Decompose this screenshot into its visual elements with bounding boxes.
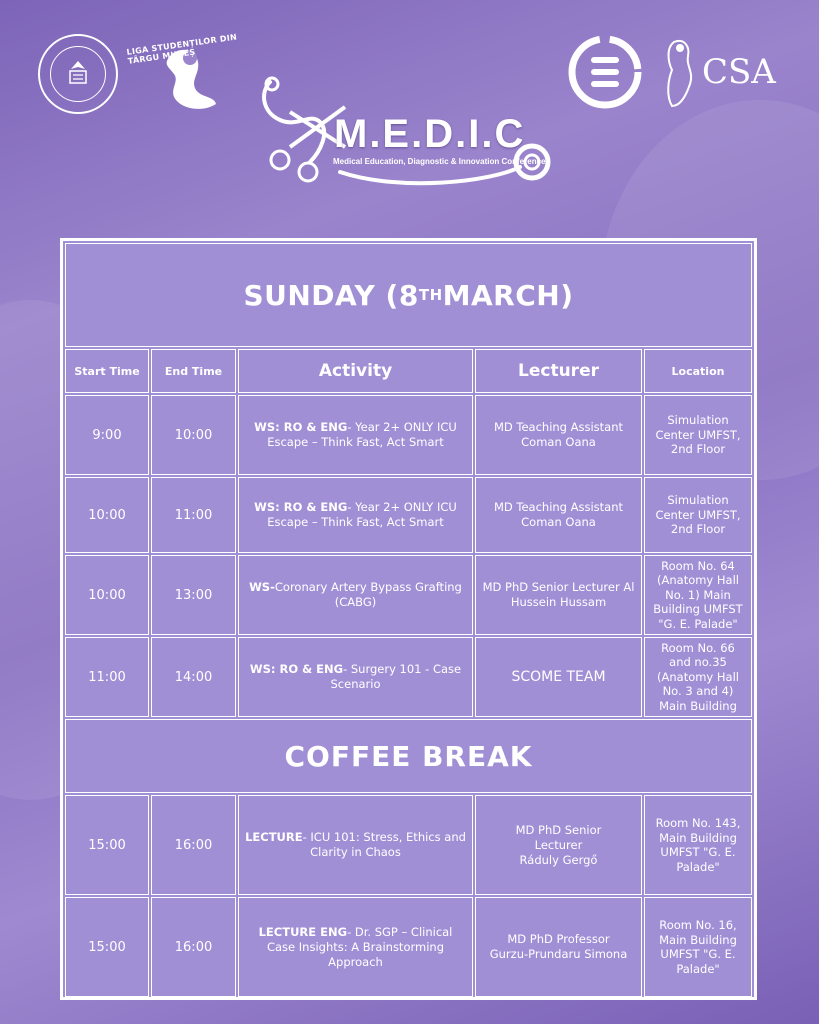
csa-text: CSA: [702, 52, 776, 92]
row-start-time: 9:00: [65, 395, 149, 475]
row-end-time: 11:00: [151, 477, 236, 553]
day-title-suffix: MARCH): [442, 278, 574, 312]
column-header-location: Location: [644, 349, 752, 393]
row-lecturer: MD Teaching Assistant Coman Oana: [475, 477, 642, 553]
column-header-end: End Time: [151, 349, 236, 393]
row-end-time: 16:00: [151, 795, 236, 895]
medic-subtitle: Medical Education, Diagnostic & Innovation Conference: [333, 157, 546, 166]
row-end-time: 14:00: [151, 637, 236, 717]
row-lecturer: [475, 897, 642, 997]
activity-type: WS: RO & ENG: [254, 420, 348, 434]
row-start-time: 11:00: [65, 637, 149, 717]
lecturer-name: Ráduly Gergő: [519, 852, 598, 867]
row-location: Simulation Center UMFST, 2nd Floor: [644, 395, 752, 475]
column-header-lecturer: Lecturer: [475, 349, 642, 393]
row-end-time: 13:00: [151, 555, 236, 635]
row-location: Simulation Center UMFST, 2nd Floor: [644, 477, 752, 553]
activity-type: WS: RO & ENG: [254, 500, 348, 514]
e-circle-logo-icon: [566, 33, 644, 111]
activity-text: - ICU 101: Stress, Ethics and Clarity in Chaos: [302, 830, 466, 859]
lecturer-title: MD PhD Senior Lecturer: [515, 822, 602, 852]
row-lecturer: SCOME TEAM: [475, 637, 642, 717]
activity-text: - Year 2+ ONLY ICU Escape – Think Fast, Act Smart: [267, 500, 457, 529]
schedule-table: [60, 238, 757, 1000]
medic-title: M.E.D.I.C: [334, 112, 526, 156]
row-activity: [238, 637, 473, 717]
row-location: Room No. 16, Main Building UMFST "G. E. Palade": [644, 897, 752, 997]
row-end-time: 16:00: [151, 897, 236, 997]
activity-type: LECTURE: [245, 830, 303, 844]
row-location: Room No. 64 (Anatomy Hall No. 1) Main Building UMFST "G. E. Palade": [644, 555, 752, 635]
row-activity: [238, 395, 473, 475]
row-lecturer: MD PhD Senior Lecturer Al Hussein Hussam: [475, 555, 642, 635]
activity-type: WS: RO & ENG: [249, 662, 344, 676]
activity-text: - Surgery 101 - Case Scenario: [330, 662, 462, 691]
row-activity: [238, 795, 473, 895]
lecturer-name: Gurzu-Prundaru Simona: [489, 947, 628, 961]
league-name-text: LIGA STUDENȚILOR DIN TÂRGU MUREȘ: [126, 32, 238, 66]
activity-type: WS-: [249, 580, 275, 594]
row-lecturer: [475, 795, 642, 895]
activity-text: - Dr. SGP – Clinical Case Insights: A Brainstorming Approach: [266, 924, 453, 969]
row-start-time: 15:00: [65, 897, 149, 997]
row-start-time: 10:00: [65, 555, 149, 635]
row-activity: [238, 555, 473, 635]
activity-type: LECTURE ENG: [258, 924, 348, 939]
column-header-activity: Activity: [238, 349, 473, 393]
day-title-sup: TH: [418, 286, 443, 304]
row-lecturer: MD Teaching Assistant Coman Oana: [475, 395, 642, 475]
day-title: [65, 243, 752, 347]
row-start-time: 10:00: [65, 477, 149, 553]
coffee-break-banner: COFFEE BREAK: [65, 719, 752, 793]
activity-text: - Year 2+ ONLY ICU Escape – Think Fast, Act Smart: [267, 420, 457, 449]
row-location: Room No. 66 and no.35 (Anatomy Hall No. 3 and 4) Main Building: [644, 637, 752, 717]
column-header-start: Start Time: [65, 349, 149, 393]
activity-text: Coronary Artery Bypass Grafting (CABG): [274, 580, 462, 609]
row-activity: [238, 477, 473, 553]
row-start-time: 15:00: [65, 795, 149, 895]
university-seal-icon: [38, 34, 118, 114]
lecturer-title: MD PhD Professor: [507, 932, 610, 946]
row-location: Room No. 143, Main Building UMFST "G. E. Palade": [644, 795, 752, 895]
row-activity: [238, 897, 473, 997]
day-title-prefix: SUNDAY (8: [243, 278, 419, 312]
row-end-time: 10:00: [151, 395, 236, 475]
